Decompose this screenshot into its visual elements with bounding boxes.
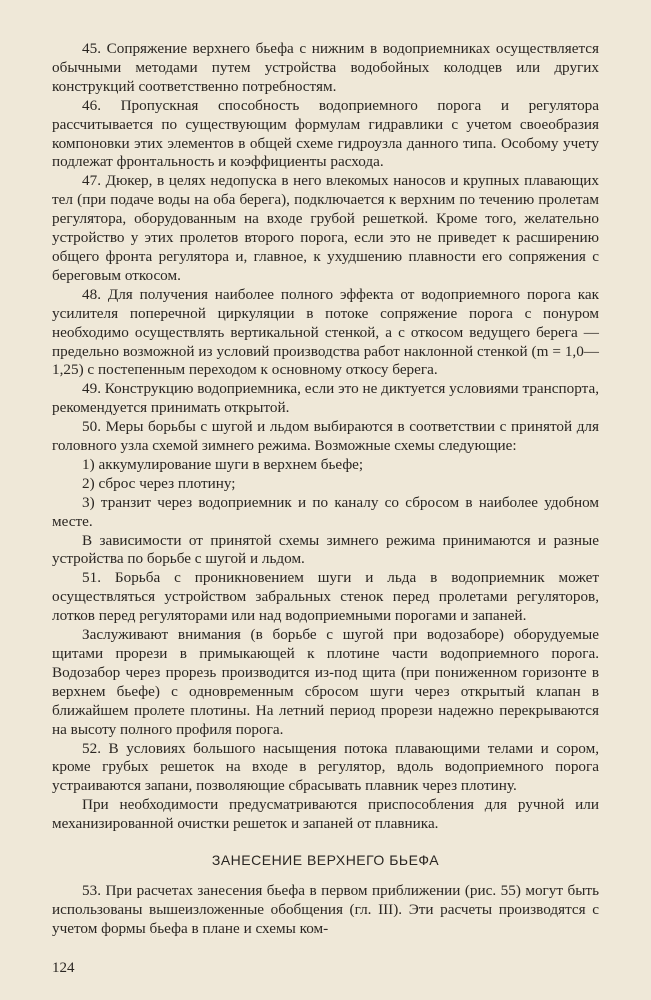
list-item-3: 3) транзит через водоприемник и по каналу со сбросом в наиболее удобном месте. — [52, 493, 599, 530]
list-item-1: 1) аккумулирование шуги в верхнем бьефе; — [82, 455, 364, 473]
paragraph-49: 49. Конструкцию водоприемника, если это не диктуется условиями транспорта, рекомендуется принимать открытой. — [52, 380, 599, 417]
paragraph-51: 51. Борьба с проникновением шуги и льда в водоприемник может осуществляться устройством забральных стенок перед пролетами регуляторов, лотков перед регуляторами или над водоприемными порогами и запаней. — [52, 569, 599, 625]
paragraph-50-note: В зависимости от принятой схемы зимнего режима принимаются и разные устройства по борьбе с шугой и льдом. — [52, 531, 599, 568]
paragraph-52-note: При необходимости предусматриваются приспособления для ручной или механизированной очистки решеток и запаней от плавника. — [52, 796, 599, 833]
paragraph-50: 50. Меры борьбы с шугой и льдом выбираются в соответствии с принятой для головного узла схемой зимнего режима. Возможные схемы следующие: — [52, 418, 599, 455]
paragraph-52: 52. В условиях большого насыщения потока плавающими телами и сором, кроме грубых решеток на входе в регулятор, вдоль водоприемного порога устраиваются запани, позволяющие сбрасывать плавник через плотину. — [52, 739, 599, 795]
list-item-2: 2) сброс через плотину; — [82, 474, 236, 492]
paragraph-53: 53. При расчетах занесения бьефа в первом приближении (рис. 55) могут быть использованы вышеизложенные обобщения (гл. III). Эти расчеты производятся с учетом формы бьефа в плане и схемы ком- — [52, 882, 599, 937]
paragraph-51-note: Заслуживают внимания (в борьбе с шугой при водозаборе) оборудуемые щитами прорези в примыкающей к плотине части водоприемного порога. Водозабор через прорезь производится из-под щита (при пониженном горизонте в верхнем бьефе) с одновременным сбросом шуги через открытый клапан в ближайшем пролете плотины. На летний период прорези надежно перекрываются на высоту полного профиля порога. — [52, 626, 599, 738]
paragraph-45: 45. Сопряжение верхнего бьефа с нижним в водоприемниках осуществляется обычными методами путем устройства водобойных колодцев или других конструкций соответственно потребностям. — [52, 40, 599, 95]
section-heading: ЗАНЕСЕНИЕ ВЕРХНЕГО БЬЕФА — [211, 852, 440, 869]
page-number: 124 — [52, 960, 75, 976]
paragraph-46: 46. Пропускная способность водоприемного порога и регулятора рассчитывается по существующим формулам гидравлики с учетом своеобразия компоновки этих элементов в общей схеме гидроузла данного типа. Особому учету подлежат фронтальность и коэффициенты расхода. — [52, 96, 599, 171]
paragraph-47: 47. Дюкер, в целях недопуска в него влекомых наносов и крупных плавающих тел (при подаче воды на оба берега), подключается к верхним по течению пролетам регулятора, оборудованным на входе грубой решеткой. Кроме того, желательно устройство у этих пролетов второго порога, если это не приведет к расширению общего фронта регулятора и, главное, к ухудшению плавности его сопряжения с береговым откосом. — [52, 172, 599, 284]
paragraph-48: 48. Для получения наиболее полного эффекта от водоприемного порога как усилителя поперечной циркуляции в потоке сопряжение порога с понуром необходимо осуществлять вертикальной стенкой, а с откосом ведущего берега — предельно возможной из условий производства работ наклонной стенкой (m = 1,0—1,25) с постепенным переходом к основному откосу берега. — [52, 285, 599, 379]
